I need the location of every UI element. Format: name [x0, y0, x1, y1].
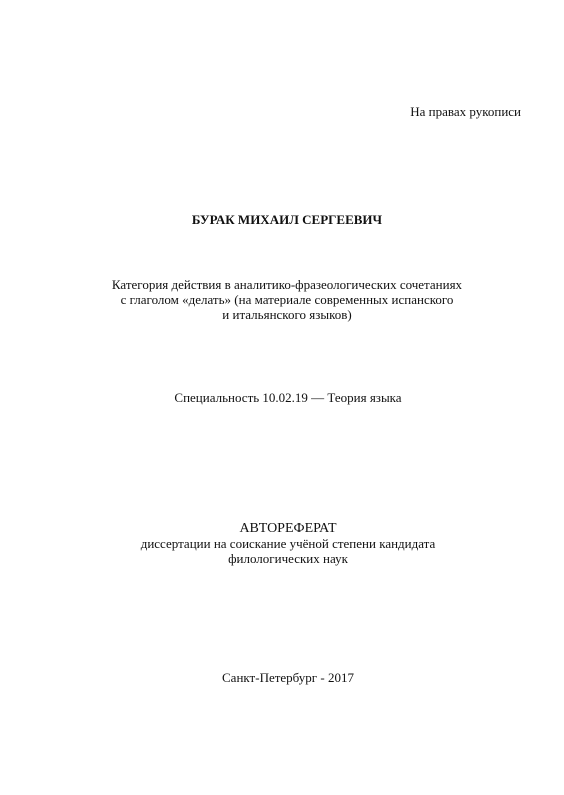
author-name: БУРАК МИХАИЛ СЕРГЕЕВИЧ: [191, 212, 383, 227]
abstract-heading: АВТОРЕФЕРАТ: [239, 521, 337, 536]
title-line: и итальянского языков): [222, 307, 352, 322]
city-year: Санкт-Петербург - 2017: [222, 670, 354, 685]
abstract-block: [0, 521, 564, 566]
dissertation-title: [0, 277, 564, 322]
abstract-line: филологических наук: [228, 551, 348, 566]
specialty-line: Специальность 10.02.19 — Теория языка: [174, 390, 402, 405]
rights-note: На правах рукописи: [410, 104, 521, 119]
title-line: с глаголом «делать» (на материале современных испанского: [120, 292, 454, 307]
title-line: Категория действия в аналитико-фразеологических сочетаниях: [111, 277, 463, 292]
abstract-line: диссертации на соискание учёной степени кандидата: [140, 536, 436, 551]
